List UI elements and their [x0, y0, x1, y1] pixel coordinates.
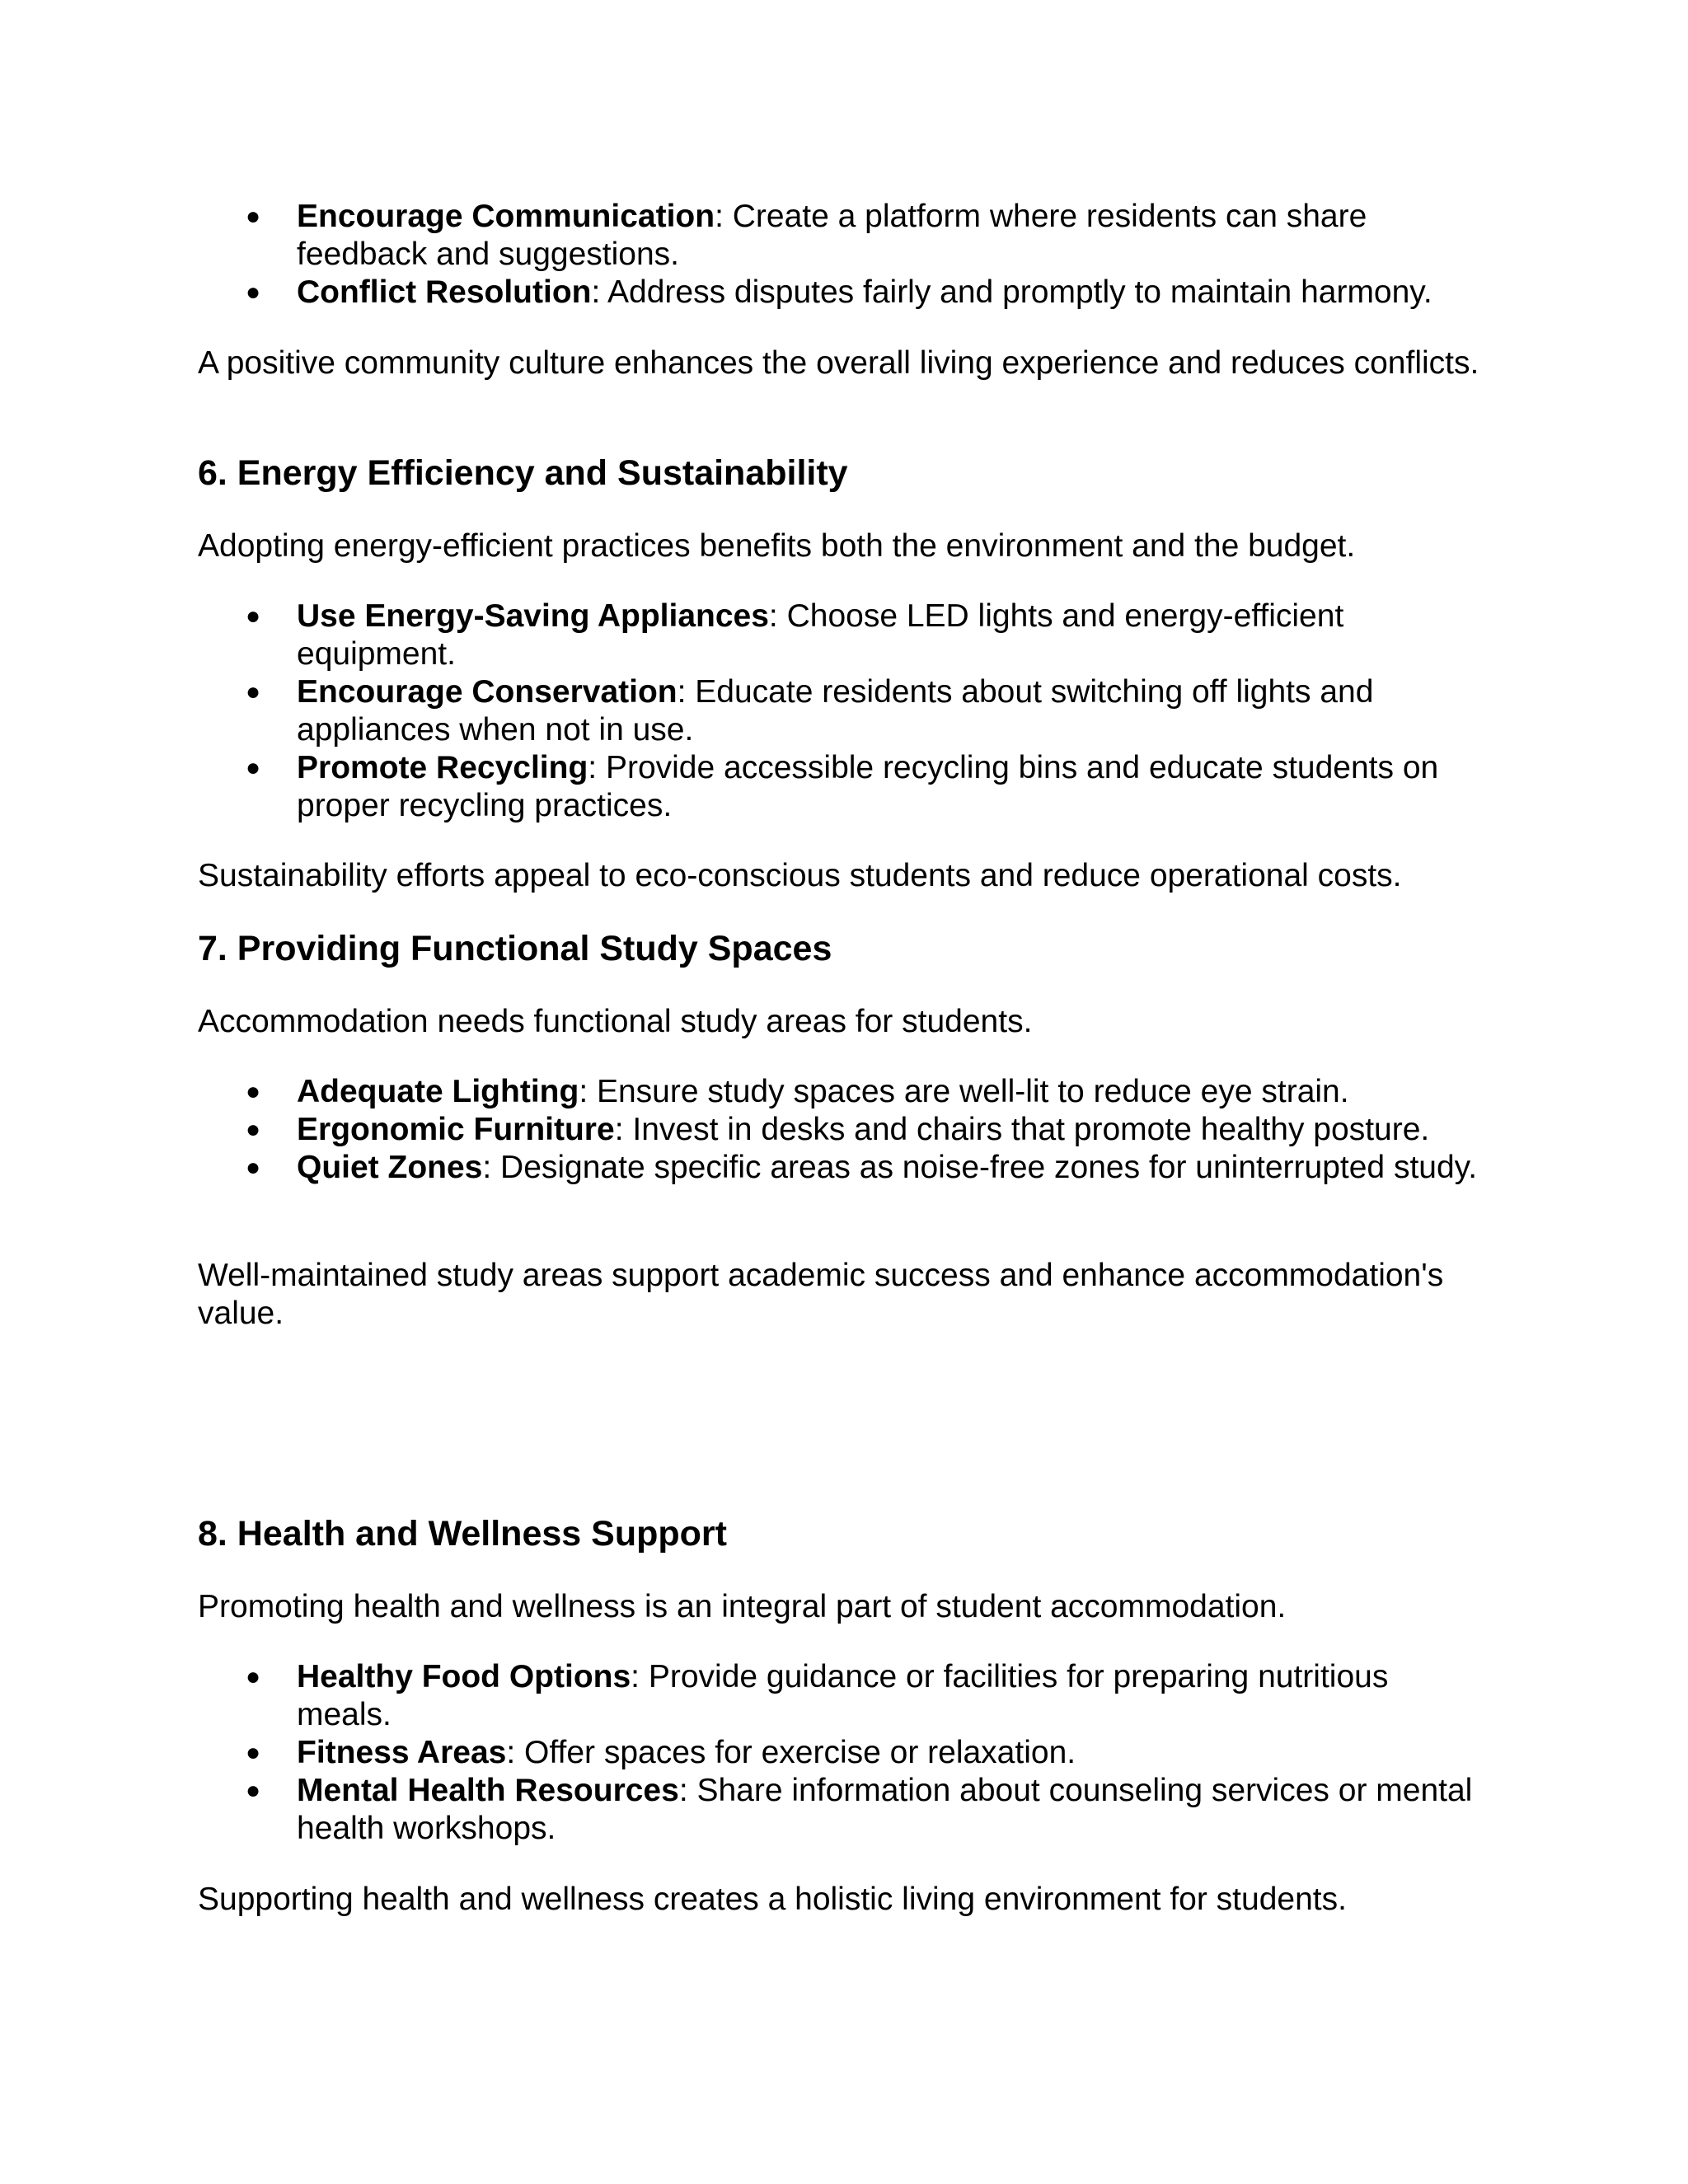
paragraph-section6-intro: Adopting energy-efficient practices benefits both the environment and the budget.	[198, 528, 1356, 564]
item-desc: : Ensure study spaces are well-lit to reduce eye strain.	[579, 1074, 1349, 1109]
paragraph-section8-summary: Supporting health and wellness creates a holistic living environment for students.	[198, 1882, 1347, 1917]
item-desc: : Provide accessible recycling bins and educate students on proper recycling practices.	[297, 750, 1439, 823]
item-term: Healthy Food Options	[297, 1659, 631, 1694]
item-term: Ergonomic Furniture	[297, 1112, 615, 1147]
bullet-list-section6	[0, 598, 1688, 825]
paragraph-section6-summary: Sustainability efforts appeal to eco-conscious students and reduce operational costs.	[198, 858, 1402, 893]
bullet-list-section8	[0, 1658, 1688, 1848]
paragraph-section7-intro: Accommodation needs functional study areas for students.	[198, 1004, 1033, 1039]
item-desc: : Address disputes fairly and promptly to maintain harmony.	[591, 274, 1432, 310]
bullet-list-section7	[0, 1073, 1688, 1187]
item-desc: : Invest in desks and chairs that promote healthy posture.	[614, 1112, 1430, 1147]
bullet-icon: ●	[246, 279, 261, 306]
item-term: Mental Health Resources	[297, 1773, 679, 1808]
item-term: Adequate Lighting	[297, 1074, 579, 1109]
list-item	[0, 1772, 1688, 1848]
list-item	[0, 1111, 1688, 1149]
list-item	[0, 274, 1688, 312]
section-heading-7: 7. Providing Functional Study Spaces	[198, 929, 832, 968]
list-item	[0, 198, 1688, 274]
item-term: Promote Recycling	[297, 750, 588, 785]
item-term: Use Energy-Saving Appliances	[297, 598, 769, 634]
bullet-icon: ●	[246, 1116, 261, 1143]
bullet-icon: ●	[246, 754, 261, 781]
list-item	[0, 673, 1688, 749]
bullet-icon: ●	[246, 1739, 261, 1766]
item-desc: : Create a platform where residents can share feedback and suggestions.	[297, 199, 1367, 272]
item-term: Quiet Zones	[297, 1150, 483, 1185]
item-desc: : Provide guidance or facilities for preparing nutritious meals.	[297, 1659, 1389, 1732]
bullet-icon: ●	[246, 1663, 261, 1690]
item-term: Encourage Conservation	[297, 674, 678, 710]
bullet-icon: ●	[246, 1154, 261, 1181]
list-item	[0, 1658, 1688, 1734]
item-desc: : Designate specific areas as noise-free zones for uninterrupted study.	[482, 1150, 1478, 1185]
item-desc: : Choose LED lights and energy-efficient equipment.	[297, 598, 1344, 672]
list-item	[0, 598, 1688, 673]
list-item	[0, 1149, 1688, 1187]
item-desc: : Educate residents about switching off lights and appliances when not in use.	[297, 674, 1374, 748]
bullet-icon: ●	[246, 678, 261, 705]
paragraph-section7-summary: Well-maintained study areas support academic success and enhance accommodation's value.	[198, 1258, 1444, 1331]
item-term: Fitness Areas	[297, 1735, 507, 1770]
paragraph-community-summary: A positive community culture enhances the overall living experience and reduces conflicts.	[198, 345, 1479, 381]
item-desc: : Share information about counseling services or mental health workshops.	[297, 1773, 1473, 1846]
item-term: Encourage Communication	[297, 199, 715, 234]
bullet-icon: ●	[246, 203, 261, 230]
bullet-icon: ●	[246, 602, 261, 630]
list-item	[0, 1073, 1688, 1111]
list-item	[0, 1734, 1688, 1772]
section-heading-8: 8. Health and Wellness Support	[198, 1514, 727, 1554]
bullet-icon: ●	[246, 1777, 261, 1804]
section-heading-6: 6. Energy Efficiency and Sustainability	[198, 453, 848, 493]
paragraph-section8-intro: Promoting health and wellness is an integral part of student accommodation.	[198, 1589, 1287, 1624]
list-item	[0, 749, 1688, 825]
bullet-list-community	[0, 198, 1688, 312]
bullet-icon: ●	[246, 1078, 261, 1105]
item-term: Conflict Resolution	[297, 274, 592, 310]
item-desc: : Offer spaces for exercise or relaxation.	[506, 1735, 1076, 1770]
